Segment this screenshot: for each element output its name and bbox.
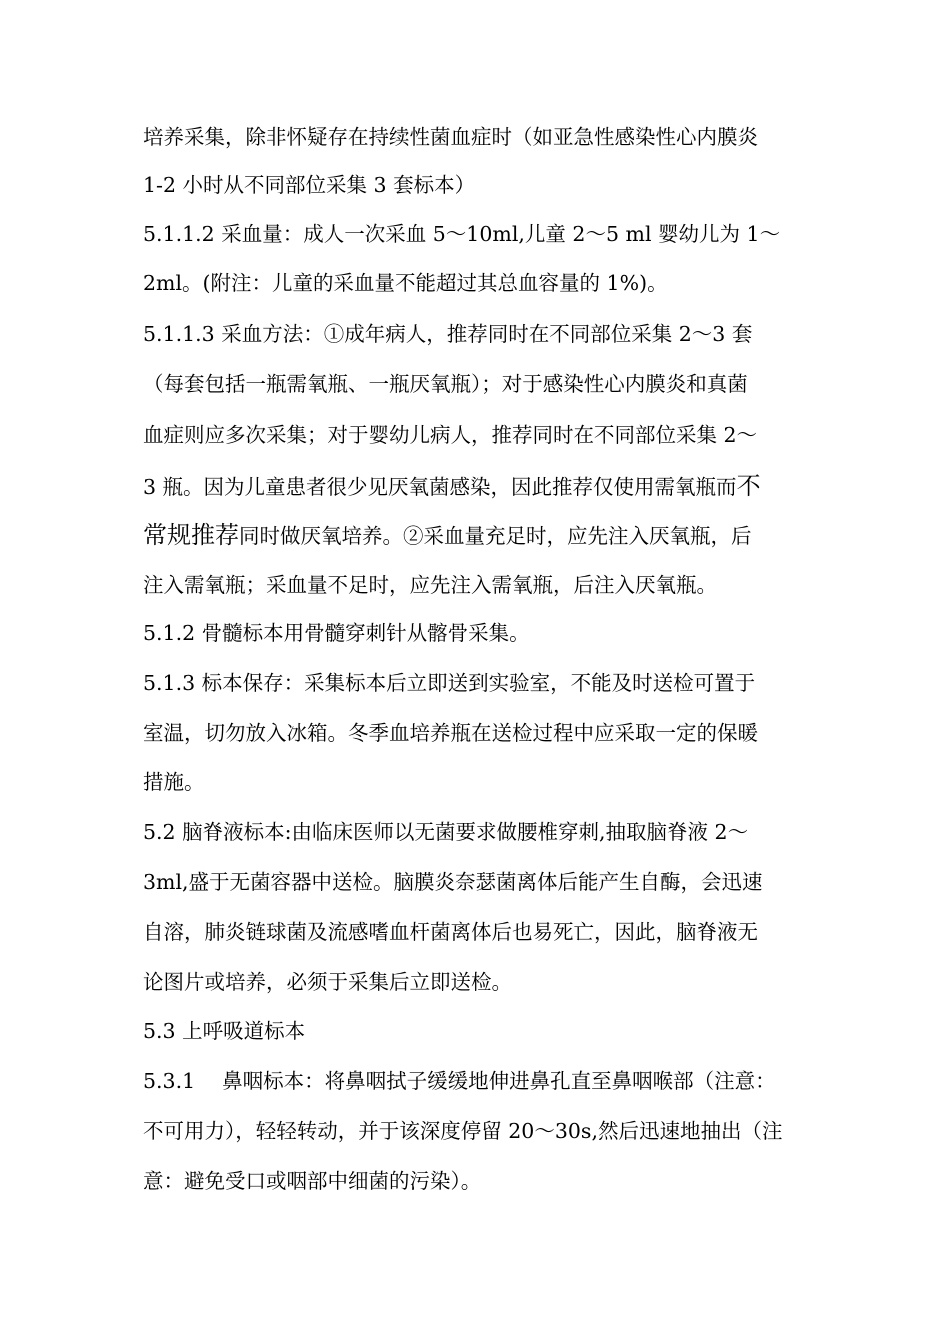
text-line-2: 1-2 小时从不同部位采集 3 套标本） — [143, 173, 476, 197]
text-line-8 — [143, 471, 813, 502]
text-line-9 — [143, 520, 813, 551]
text-line-9-body: 同时做厌氧培养。②采血量充足时，应先注入厌氧瓶，后 — [239, 524, 752, 548]
text-line-3: 5.1.1.2 采血量：成人一次采血 5～10ml,儿童 2～5 ml 婴幼儿为 1～ — [143, 222, 781, 246]
text-line-22: 意：避免受口或咽部中细菌的污染）。 — [143, 1169, 482, 1193]
text-line-15: 5.2 脑脊液标本:由临床医师以无菌要求做腰椎穿刺,抽取脑脊液 2～ — [143, 820, 749, 844]
text-line-9-emphasis: 常规推荐 — [143, 521, 239, 549]
text-line-10: 注入需氧瓶；采血量不足时，应先注入需氧瓶，后注入厌氧瓶。 — [143, 573, 717, 597]
text-line-14: 措施。 — [143, 770, 205, 794]
text-line-1: 培养采集，除非怀疑存在持续性菌血症时（如亚急性感染性心内膜炎 — [143, 125, 758, 149]
text-line-18: 论图片或培养，必须于采集后立即送检。 — [143, 970, 512, 994]
text-line-6: （每套包括一瓶需氧瓶、一瓶厌氧瓶）；对于感染性心内膜炎和真菌 — [143, 372, 748, 396]
text-line-16: 3ml,盛于无菌容器中送检。脑膜炎奈瑟菌离体后能产生自酶，会迅速 — [143, 870, 763, 894]
text-line-17: 自溶，肺炎链球菌及流感嗜血杆菌离体后也易死亡，因此，脑脊液无 — [143, 920, 758, 944]
text-line-13: 室温，切勿放入冰箱。冬季血培养瓶在送检过程中应采取一定的保暖 — [143, 721, 758, 745]
text-line-5: 5.1.1.3 采血方法：①成年病人，推荐同时在不同部位采集 2～3 套 — [143, 322, 753, 346]
text-line-20: 5.3.1 鼻咽标本：将鼻咽拭子缓缓地伸进鼻孔直至鼻咽喉部（注意： — [143, 1069, 776, 1093]
text-line-4: 2ml。(附注：儿童的采血量不能超过其总血容量的 1%)。 — [143, 271, 668, 295]
text-line-8-emphasis: 不 — [736, 472, 761, 500]
text-line-12: 5.1.3 标本保存：采集标本后立即送到实验室，不能及时送检可置于 — [143, 671, 756, 695]
text-line-21: 不可用力），轻轻转动，并于该深度停留 20～30s,然后迅速地抽出（注 — [143, 1119, 783, 1143]
text-line-19: 5.3 上呼吸道标本 — [143, 1019, 306, 1043]
text-line-11: 5.1.2 骨髓标本用骨髓穿刺针从髂骨采集。 — [143, 621, 530, 645]
text-line-7: 血症则应多次采集；对于婴幼儿病人，推荐同时在不同部位采集 2～ — [143, 423, 758, 447]
text-line-8-body: 3 瓶。因为儿童患者很少见厌氧菌感染，因此推荐仅使用需氧瓶而 — [143, 475, 737, 499]
